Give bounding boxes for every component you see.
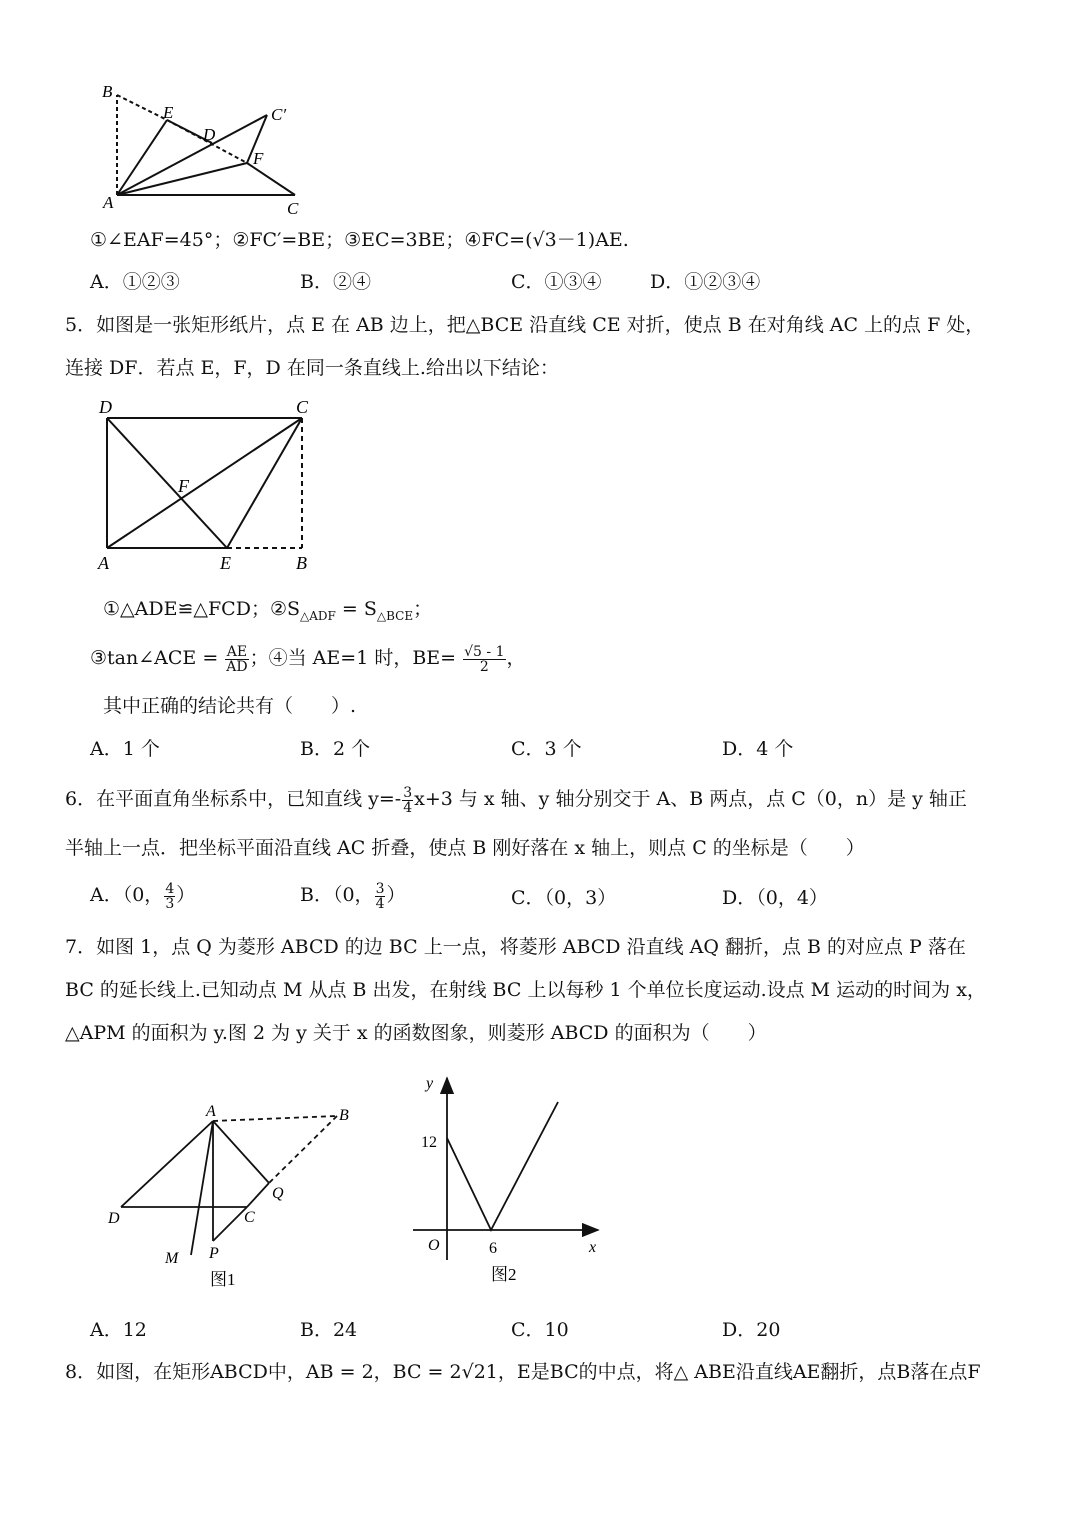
- segment-AM: [191, 1121, 213, 1255]
- q5-stem-line1: 5．如图是一张矩形纸片，点 E 在 AB 边上，把△BCE 沿直线 CE 对折，使点 B 在对角线 AC 上的点 F 处，: [65, 314, 985, 336]
- q5-c1-sub2: △BCE: [376, 608, 414, 623]
- q7-figure-1: [95, 1095, 370, 1295]
- label-B: B: [339, 1107, 349, 1124]
- label-C: C: [244, 1209, 255, 1226]
- label-D: D: [99, 397, 112, 417]
- label-C: C: [287, 199, 299, 218]
- q5-c1-eq: = S: [335, 598, 377, 620]
- q5-conclusions-3-4: [90, 643, 526, 674]
- q5-option-d[interactable]: D．4 个: [722, 738, 794, 760]
- q4-figure: [95, 78, 325, 218]
- q5-option-a[interactable]: A．1 个: [90, 738, 160, 760]
- label-F: F: [253, 149, 264, 168]
- q7-option-c[interactable]: C．10: [511, 1319, 569, 1341]
- label-B: B: [296, 553, 307, 573]
- q5-c3-mid: ；④当 AE=1 时，BE=: [249, 647, 457, 669]
- segment-BE: [117, 95, 167, 120]
- fraction-ae-ad: $\frac{AE}{AD}$: [226, 643, 248, 675]
- label-A: A: [206, 1103, 216, 1120]
- q5-c1-text: ①△ADE≌△FCD；②S: [103, 598, 301, 620]
- q6-option-d[interactable]: D．（0，4）: [722, 887, 828, 909]
- fraction-sqrt5-minus-1-over-2: $\frac{√5 - 1}{2}$: [464, 643, 505, 675]
- label-C: C: [296, 397, 309, 417]
- q4-conclusions: ①∠EAF=45°；②FC′=BE；③EC=3BE；④FC=(√3－1)AE.: [90, 229, 629, 251]
- figure-2-caption: 图2: [491, 1265, 517, 1284]
- q6-option-b[interactable]: B．（0， $\frac{3}{4}$ ）: [300, 880, 406, 912]
- q5-c3-pre: ③tan∠ACE =: [90, 647, 219, 669]
- q7-option-b[interactable]: B．24: [300, 1319, 358, 1341]
- label-Q: Q: [272, 1185, 284, 1202]
- segment-AC-prime: [117, 115, 267, 195]
- fraction-3-4-option: $\frac{3}{4}$: [375, 880, 385, 912]
- label-A: A: [103, 193, 114, 212]
- label-P: P: [209, 1245, 219, 1262]
- function-graph: [447, 1102, 558, 1230]
- q7-option-d[interactable]: D．20: [722, 1319, 781, 1341]
- q6-stem-line1: [65, 784, 967, 815]
- q5-c1-end: ；: [413, 598, 433, 620]
- q8-stem-line1: 8．如图，在矩形ABCD中，AB = 2，BC = 2√21，E是BC的中点，将△ ABE沿直线AE翻折，点B落在点F: [65, 1361, 981, 1383]
- label-E: E: [220, 553, 231, 573]
- label-D: D: [203, 125, 216, 144]
- segment-AD: [121, 1121, 213, 1207]
- q4-option-b[interactable]: B．②④: [300, 271, 371, 293]
- label-C-prime: C′: [271, 105, 287, 124]
- figure-1-caption: 图1: [210, 1270, 236, 1289]
- q5-figure: [90, 395, 330, 575]
- segment-CQ: [247, 1183, 269, 1207]
- label-y: y: [426, 1075, 434, 1092]
- q6-option-c[interactable]: C．（0，3）: [511, 887, 617, 909]
- segment-DE: [107, 418, 227, 548]
- tick-6: 6: [489, 1240, 497, 1257]
- segment-AQ: [213, 1121, 269, 1183]
- q5-stem-line2: 连接 DF．若点 E，F，D 在同一条直线上.给出以下结论：: [65, 357, 559, 379]
- q5-conclusions-1-2: [103, 597, 432, 628]
- q7-option-a[interactable]: A．12: [90, 1319, 147, 1341]
- q6-l1-pre: 6．在平面直角坐标系中，已知直线 y=-: [65, 788, 402, 810]
- q7-figure-2: [405, 1070, 610, 1290]
- segment-AC: [107, 418, 302, 548]
- label-F: F: [178, 476, 189, 496]
- segment-AB: [213, 1116, 337, 1121]
- q4-option-c[interactable]: C．①③④: [511, 271, 602, 293]
- label-B: B: [102, 82, 113, 101]
- q4-option-d[interactable]: D．①②③④: [650, 271, 761, 293]
- label-x: x: [589, 1239, 597, 1256]
- label-origin: O: [428, 1237, 440, 1254]
- segment-CE: [227, 418, 302, 548]
- q7-stem-line1: 7．如图 1，点 Q 为菱形 ABCD 的边 BC 上一点，将菱形 ABCD 沿直线 AQ 翻折，点 B 的对应点 P 落在: [65, 936, 966, 958]
- q5-option-b[interactable]: B．2 个: [300, 738, 371, 760]
- fraction-4-3: $\frac{4}{3}$: [165, 880, 175, 912]
- q4-option-a[interactable]: A．①②③: [90, 271, 180, 293]
- label-E: E: [163, 103, 174, 122]
- label-A: A: [98, 553, 109, 573]
- q6-l1-post: x+3 与 x 轴、y 轴分别交于 A、B 两点，点 C（0，n）是 y 轴正: [414, 788, 967, 810]
- q5-option-c[interactable]: C．3 个: [511, 738, 582, 760]
- tick-12: 12: [421, 1134, 437, 1151]
- segment-BQ: [269, 1116, 337, 1183]
- label-M: M: [165, 1250, 179, 1267]
- q6-stem-line2: 半轴上一点．把坐标平面沿直线 AC 折叠，使点 B 刚好落在 x 轴上，则点 C 的坐标是（ ）: [65, 837, 865, 859]
- segment-CP: [213, 1207, 247, 1241]
- q6-option-a[interactable]: A．（0， $\frac{4}{3}$ ）: [90, 880, 196, 912]
- q5-c3-end: ，: [506, 647, 526, 669]
- q7-stem-line3: △APM 的面积为 y.图 2 为 y 关于 x 的函数图象，则菱形 ABCD 的面积为（ ）: [65, 1022, 767, 1044]
- fraction-3-4: $\frac{3}{4}$: [403, 784, 413, 816]
- q5-question: 其中正确的结论共有（ ）.: [103, 695, 357, 717]
- label-D: D: [108, 1210, 120, 1227]
- q7-stem-line2: BC 的延长线上.已知动点 M 从点 B 出发，在射线 BC 上以每秒 1 个单位长度运动.设点 M 运动的时间为 x，: [65, 979, 986, 1001]
- q5-c1-sub1: △ADF: [300, 608, 336, 623]
- segment-AF: [117, 163, 247, 195]
